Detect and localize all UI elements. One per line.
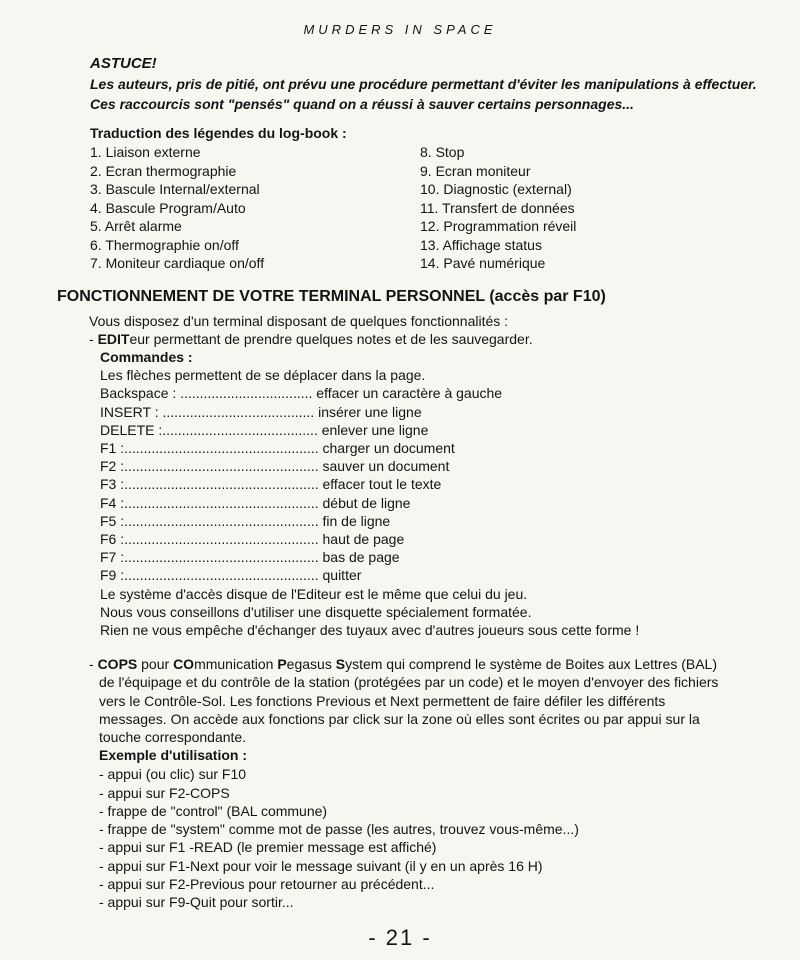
example-step: - frappe de "control" (BAL commune): [99, 802, 328, 819]
section-title: FONCTIONNEMENT DE VOTRE TERMINAL PERSONNEL (accès par F10): [57, 288, 606, 305]
arrows-note: Les flèches permettent de se déplacer dans la page.: [100, 367, 426, 384]
legend-item: 6. Thermographie on/off: [90, 236, 239, 253]
commands-title: Commandes :: [100, 349, 193, 365]
editor-note: Rien ne vous empêche d'échanger des tuyaux avec d'autres joueurs sous cette forme !: [100, 622, 640, 639]
command-key: F4 :..................................................: [100, 494, 319, 511]
command-row: [100, 439, 789, 457]
terminal-intro: Vous disposez d'un terminal disposant de quelques fonctionnalités :: [89, 313, 509, 329]
command-row: [100, 403, 789, 421]
command-desc: haut de page: [318, 531, 405, 548]
legend-item: 9. Ecran moniteur: [420, 162, 531, 179]
cops-letter: P: [277, 656, 287, 672]
command-desc: quitter: [318, 567, 362, 584]
example-step: - appui sur F1 -READ (le premier message est affiché): [99, 839, 437, 856]
legend-item: 8. Stop: [420, 144, 465, 160]
editor-note: Le système d'accès disque de l'Editeur est le même que celui du jeu.: [100, 585, 528, 602]
example-step: - appui (ou clic) sur F10: [99, 766, 247, 783]
cops-text: ystem qui comprend le système de Boites aux Lettres (BAL): [345, 656, 718, 672]
editor-name-rest: eur permettant de prendre quelques notes et de les sauvegarder.: [129, 331, 533, 347]
example-step: - appui sur F9-Quit pour sortir...: [99, 893, 294, 910]
cops-letter: S: [335, 656, 346, 672]
command-row: [100, 384, 789, 402]
cops-intro-line: [89, 655, 779, 673]
command-desc: effacer un caractère à gauche: [312, 385, 503, 402]
command-key: Backspace : ..................................: [100, 385, 313, 402]
legend-title: Traduction des légendes du log-book :: [90, 125, 347, 141]
running-header: MURDERS IN SPACE: [303, 22, 497, 37]
command-desc: charger un document: [318, 440, 455, 457]
cops-letter: CO: [173, 656, 195, 672]
cops-line: vers le Contrôle-Sol. Les fonctions Previous et Next permettent de faire défiler les différents: [99, 692, 666, 709]
example-step: - frappe de "system" comme mot de passe (les autres, trouvez vous-même...): [99, 821, 579, 838]
command-row: [100, 494, 789, 512]
command-key: F2 :..................................................: [100, 458, 319, 475]
command-key: F1 :..................................................: [100, 440, 319, 457]
page-number: - 21 -: [368, 925, 432, 950]
editor-description: [89, 330, 789, 348]
command-key: F3 :..................................................: [100, 476, 319, 493]
legend-item: 11. Transfert de données: [420, 199, 575, 216]
command-key: F6 :..................................................: [100, 531, 319, 548]
cops-text: egasus: [286, 656, 336, 672]
legend-item: 10. Diagnostic (external): [420, 181, 572, 197]
command-desc: enlever une ligne: [317, 421, 429, 438]
legend-item: 4. Bascule Program/Auto: [90, 199, 246, 216]
legend-columns: [90, 143, 780, 273]
example-step: - appui sur F2-Previous pour retourner au précédent...: [99, 875, 435, 892]
command-desc: sauver un document: [318, 458, 450, 475]
editor-prefix: -: [89, 331, 98, 347]
legend-column-right: [420, 143, 760, 273]
editor-note: Nous vous conseillons d'utiliser une disquette spécialement formatée.: [100, 603, 532, 620]
tip-line: Les auteurs, pris de pitié, ont prévu une procédure permettant d'éviter les manipulations à effectuer.: [90, 76, 757, 92]
legend-item: 14. Pavé numérique: [420, 255, 546, 271]
command-desc: effacer tout le texte: [318, 476, 442, 493]
example-title: Exemple d'utilisation :: [99, 747, 248, 764]
example-step: - appui sur F1-Next pour voir le message suivant (il y en un après 16 H): [99, 857, 543, 874]
cops-line: touche correspondante.: [99, 729, 247, 746]
legend-item: 5. Arrêt alarme: [90, 218, 182, 234]
command-key: F7 :..................................................: [100, 549, 319, 566]
command-desc: insérer une ligne: [314, 403, 422, 420]
command-row: [100, 530, 789, 548]
command-key: INSERT : .......................................: [100, 403, 315, 420]
command-key: F5 :..................................................: [100, 512, 319, 529]
command-row: [100, 421, 789, 439]
legend-item: 13. Affichage status: [420, 236, 542, 253]
command-desc: bas de page: [318, 549, 400, 566]
cops-prefix: -: [89, 656, 98, 672]
commands-block: [89, 348, 789, 639]
legend-column-left: [90, 143, 420, 273]
legend-item: 1. Liaison externe: [90, 144, 201, 160]
cops-section: [89, 655, 779, 911]
cops-text: mmunication: [194, 656, 278, 672]
legend-item: 12. Programmation réveil: [420, 218, 577, 234]
legend-item: 3. Bascule Internal/external: [90, 181, 260, 197]
legend-item: 2. Ecran thermographie: [90, 162, 237, 179]
command-row: [100, 457, 789, 475]
cops-line: de l'équipage et du contrôle de la station (protégées par un code) et le moyen d'envoyer des fichiers: [99, 674, 719, 691]
command-desc: début de ligne: [318, 494, 411, 511]
editor-name-bold: EDIT: [97, 331, 130, 347]
command-key: F9 :..................................................: [100, 567, 319, 584]
cops-text: pour: [137, 656, 174, 672]
tip-title: ASTUCE!: [90, 55, 157, 72]
tip-line: Ces raccourcis sont "pensés" quand on a réussi à sauver certains personnages...: [90, 96, 634, 112]
command-row: [100, 512, 789, 530]
command-row: [100, 548, 789, 566]
cops-line: messages. On accède aux fonctions par click sur la zone où elles sont écrites ou par appui sur la: [99, 710, 700, 727]
command-desc: fin de ligne: [318, 512, 391, 529]
cops-acronym: COPS: [97, 656, 138, 672]
command-key: DELETE :........................................: [100, 421, 318, 438]
terminal-section: [89, 312, 789, 639]
logbook-legend: [90, 125, 780, 273]
legend-item: 7. Moniteur cardiaque on/off: [90, 255, 265, 271]
tip-box: [90, 55, 780, 114]
command-row: [100, 566, 789, 584]
command-row: [100, 475, 789, 493]
example-step: - appui sur F2-COPS: [99, 784, 230, 801]
